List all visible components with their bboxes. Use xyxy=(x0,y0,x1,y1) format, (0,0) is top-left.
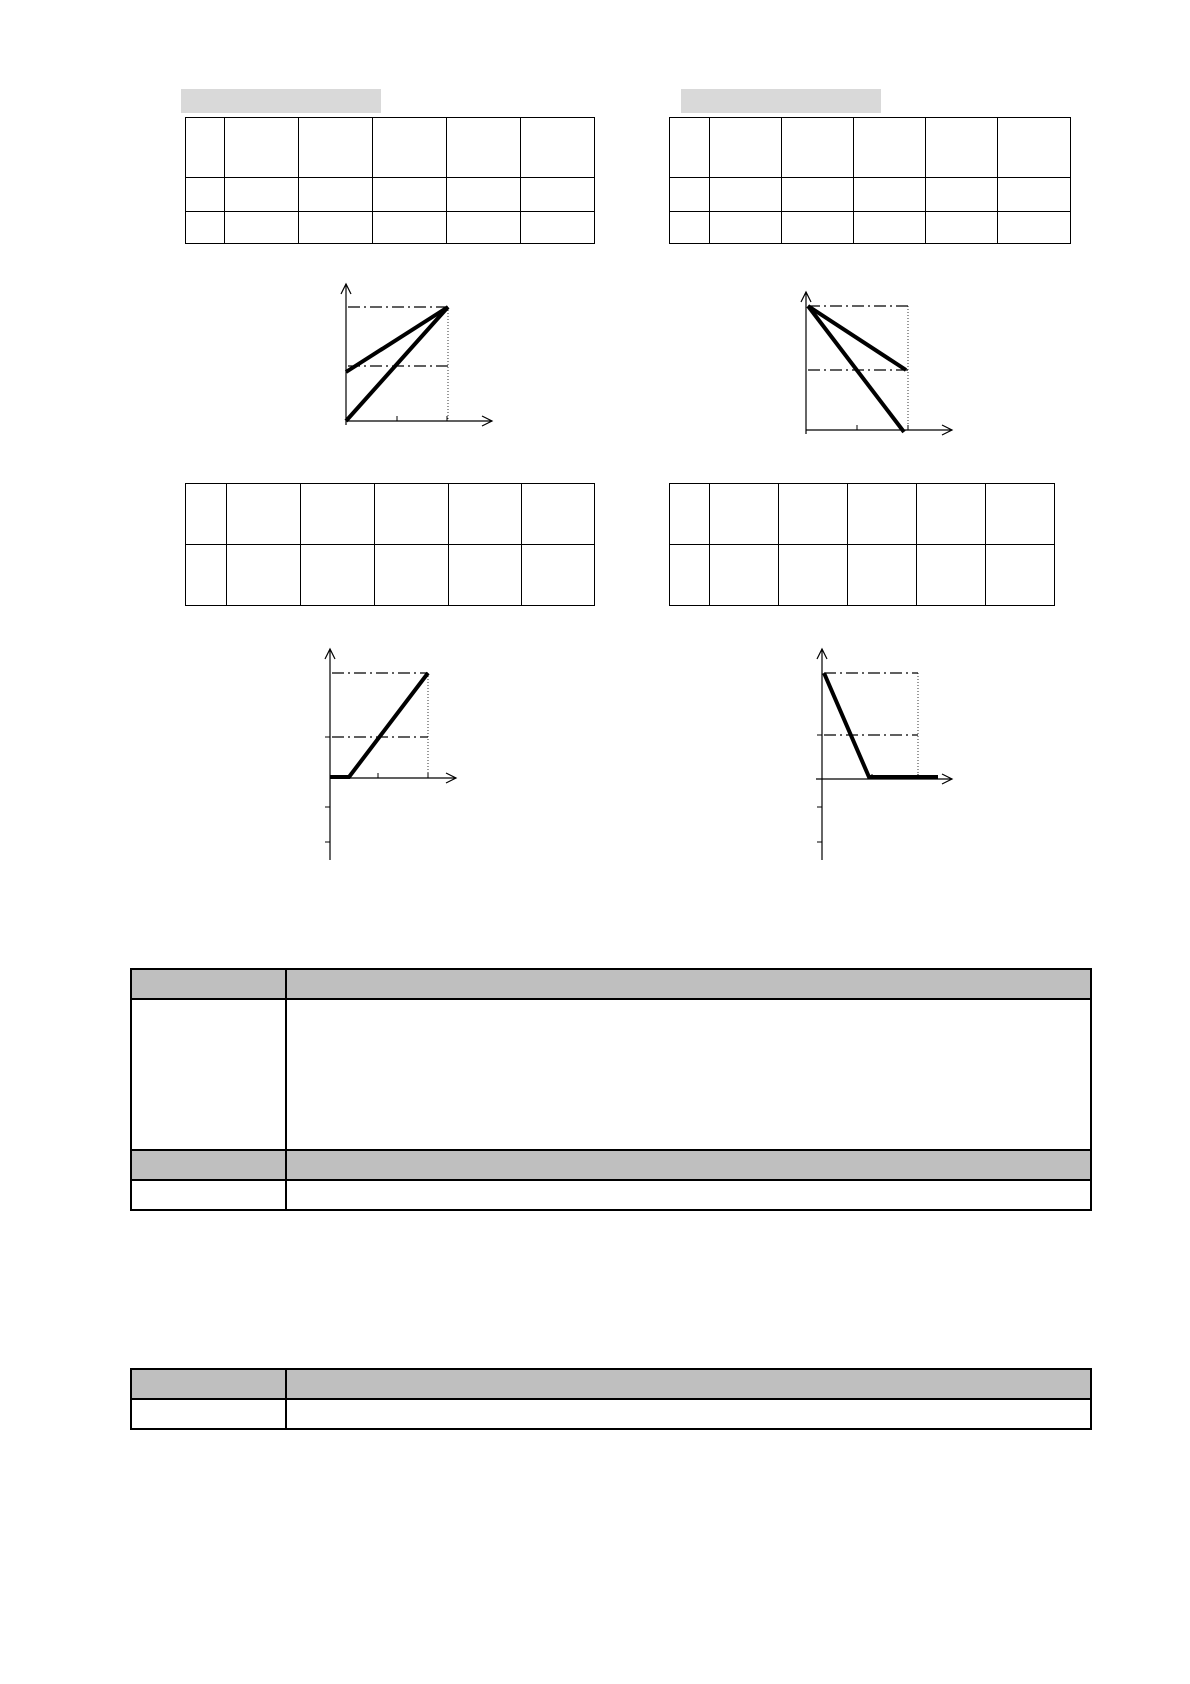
table-row xyxy=(186,545,595,606)
graph-falling-two-lines xyxy=(790,288,960,438)
table-row xyxy=(131,1180,1091,1210)
table-cell xyxy=(998,212,1071,244)
table-cell xyxy=(286,1180,1091,1210)
left-title-bar xyxy=(181,89,381,113)
table-cell xyxy=(782,178,854,212)
table-cell xyxy=(521,118,595,178)
table-cell xyxy=(449,484,522,545)
table-header-row xyxy=(131,1369,1091,1399)
info-table-1 xyxy=(130,968,1092,1211)
table-cell xyxy=(131,1150,286,1180)
table-cell xyxy=(710,178,782,212)
mid-right-table xyxy=(669,483,1055,606)
table-cell xyxy=(521,178,595,212)
table-cell xyxy=(373,178,447,212)
table-header-row xyxy=(131,1150,1091,1180)
table-cell xyxy=(286,1399,1091,1429)
table-row xyxy=(131,1399,1091,1429)
table-cell xyxy=(854,178,926,212)
table-cell xyxy=(782,118,854,178)
table-cell xyxy=(286,1369,1091,1399)
line-steep xyxy=(808,306,904,432)
table-cell xyxy=(186,212,225,244)
table-cell xyxy=(299,178,373,212)
table-cell xyxy=(373,118,447,178)
table-row xyxy=(186,178,595,212)
table-cell xyxy=(131,1399,286,1429)
table-cell xyxy=(710,212,782,244)
table-cell xyxy=(986,484,1055,545)
table-cell xyxy=(375,545,449,606)
table-cell xyxy=(521,212,595,244)
table-cell xyxy=(779,545,848,606)
table-cell xyxy=(917,484,986,545)
table-cell xyxy=(225,212,299,244)
table-cell xyxy=(447,178,521,212)
table-row xyxy=(670,484,1055,545)
table-cell xyxy=(926,178,998,212)
response-line xyxy=(330,673,428,777)
table-cell xyxy=(225,118,299,178)
table-cell xyxy=(131,1180,286,1210)
table-cell xyxy=(131,1369,286,1399)
table-cell xyxy=(299,118,373,178)
table-cell xyxy=(227,545,301,606)
table-cell xyxy=(225,178,299,212)
table-cell xyxy=(926,118,998,178)
table-row xyxy=(670,212,1071,244)
table-cell xyxy=(854,212,926,244)
response-line xyxy=(824,673,938,777)
table-cell xyxy=(998,178,1071,212)
table-cell xyxy=(670,118,710,178)
line-shallow xyxy=(808,306,906,370)
table-cell xyxy=(848,545,917,606)
table-cell xyxy=(926,212,998,244)
table-cell xyxy=(186,178,225,212)
table-cell xyxy=(186,545,227,606)
table-cell xyxy=(286,969,1091,999)
table-cell xyxy=(286,1150,1091,1180)
table-cell xyxy=(227,484,301,545)
table-row xyxy=(131,999,1091,1150)
table-cell xyxy=(670,212,710,244)
table-cell xyxy=(522,484,595,545)
table-cell xyxy=(670,484,710,545)
table-cell xyxy=(375,484,449,545)
table-row xyxy=(670,118,1071,178)
table-cell xyxy=(299,212,373,244)
table-header-row xyxy=(131,969,1091,999)
table-cell xyxy=(779,484,848,545)
graph-falling-then-flat xyxy=(806,645,966,865)
table-cell xyxy=(447,212,521,244)
table-cell xyxy=(986,545,1055,606)
table-cell xyxy=(710,118,782,178)
graph-rising-two-lines xyxy=(330,280,500,430)
table-cell xyxy=(186,118,225,178)
table-cell xyxy=(670,545,710,606)
table-cell xyxy=(710,545,779,606)
top-left-table xyxy=(185,117,595,244)
table-row xyxy=(670,545,1055,606)
table-row xyxy=(186,484,595,545)
table-cell xyxy=(186,484,227,545)
table-cell xyxy=(373,212,447,244)
top-right-table xyxy=(669,117,1071,244)
right-title-bar xyxy=(681,89,881,113)
table-cell xyxy=(449,545,522,606)
table-cell xyxy=(522,545,595,606)
table-row xyxy=(670,178,1071,212)
table-cell xyxy=(998,118,1071,178)
table-cell xyxy=(670,178,710,212)
table-cell xyxy=(131,969,286,999)
table-cell xyxy=(131,999,286,1150)
table-cell xyxy=(917,545,986,606)
table-cell xyxy=(286,999,1091,1150)
table-cell xyxy=(301,545,375,606)
info-table-2 xyxy=(130,1368,1092,1430)
table-cell xyxy=(710,484,779,545)
mid-left-table xyxy=(185,483,595,606)
table-cell xyxy=(782,212,854,244)
table-row xyxy=(186,118,595,178)
table-row xyxy=(186,212,595,244)
table-cell xyxy=(854,118,926,178)
table-cell xyxy=(447,118,521,178)
graph-flat-then-rising xyxy=(314,645,474,865)
table-cell xyxy=(301,484,375,545)
table-cell xyxy=(848,484,917,545)
